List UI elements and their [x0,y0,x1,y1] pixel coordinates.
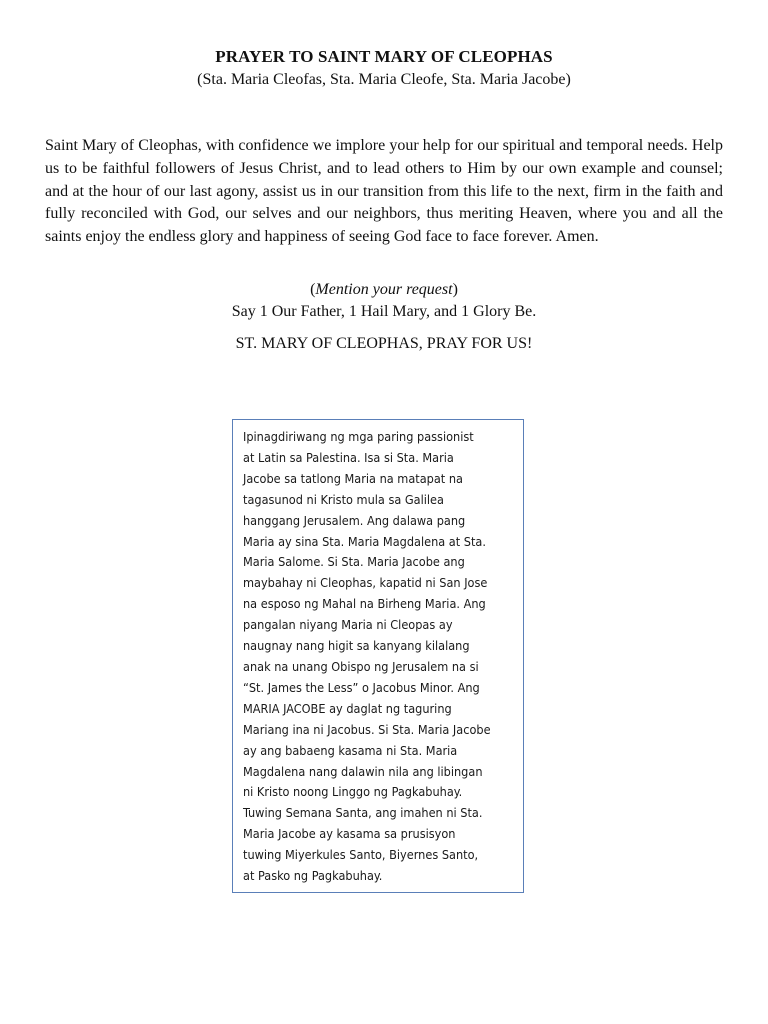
inset-line: maybahay ni Cleophas, kapatid ni San Jose [243,575,488,591]
inset-line: hanggang Jerusalem. Ang dalawa pang [243,512,466,528]
inset-line: Tuwing Semana Santa, ang imahen ni Sta. [243,805,483,821]
inset-line: naugnay nang higit sa kanyang kilalang [243,638,470,654]
mention-close-paren: ) [452,281,458,298]
inset-line: na esposo ng Mahal na Birheng Maria. Ang [243,596,486,612]
inset-line: MARIA JACOBE ay daglat ng taguring [243,700,452,716]
inset-line: anak na unang Obispo ng Jerusalem na si [243,658,479,674]
inset-line: ni Kristo noong Linggo ng Pagkabuhay. [243,784,463,800]
document-title: PRAYER TO SAINT MARY OF CLEOPHAS [215,47,553,66]
inset-line: ay ang babaeng kasama ni Sta. Maria [243,742,458,758]
inset-line: Maria Jacobe ay kasama sa prusisyon [243,826,456,842]
say-prayers-line: Say 1 Our Father, 1 Hail Mary, and 1 Glory Be. [231,303,537,320]
document-subtitle: (Sta. Maria Cleofas, Sta. Maria Cleofe, Sta. Maria Jacobe) [197,71,571,88]
inset-line: Maria ay sina Sta. Maria Magdalena at Sta. [243,533,486,549]
mention-request-line [0,281,768,299]
inset-line: tagasunod ni Kristo mula sa Galilea [243,491,444,507]
inset-line: Mariang ina ni Jacobus. Si Sta. Maria Jacobe [243,721,491,737]
inset-line: Maria Salome. Si Sta. Maria Jacobe ang [243,554,465,570]
inset-line: pangalan niyang Maria ni Cleopas ay [243,617,453,633]
inset-text-box [232,419,524,893]
inset-text [243,427,523,887]
inset-line: at Pasko ng Pagkabuhay. [243,868,383,884]
mention-open-paren: ( [310,281,316,298]
prayer-paragraph: Saint Mary of Cleophas, with confidence we implore your help for our spiritual and temporal needs. Help us to be faithful followers of Jesus Christ, and to lead others to Him by our own example and counsel; and at the hour of our last agony, assist us in our transition from this life to the next, firm in the faith and fully reconciled with God, our selves and our neighbors, thus meriting Heaven, where you and all the saints enjoy the endless glory and happiness of seeing God face to face forever. Amen. [45,137,723,246]
inset-line: “St. James the Less” o Jacobus Minor. Ang [243,679,480,695]
mention-request-text: Mention your request [315,281,453,298]
inset-line: tuwing Miyerkules Santo, Biyernes Santo, [243,847,479,863]
inset-line: Magdalena nang dalawin nila ang libingan [243,763,483,779]
inset-line: at Latin sa Palestina. Isa si Sta. Maria [243,449,454,465]
invocation-line: ST. MARY OF CLEOPHAS, PRAY FOR US! [235,335,533,352]
inset-line: Ipinagdiriwang ng mga paring passionist [243,429,474,444]
inset-line: Jacobe sa tatlong Maria na matapat na [243,470,463,486]
